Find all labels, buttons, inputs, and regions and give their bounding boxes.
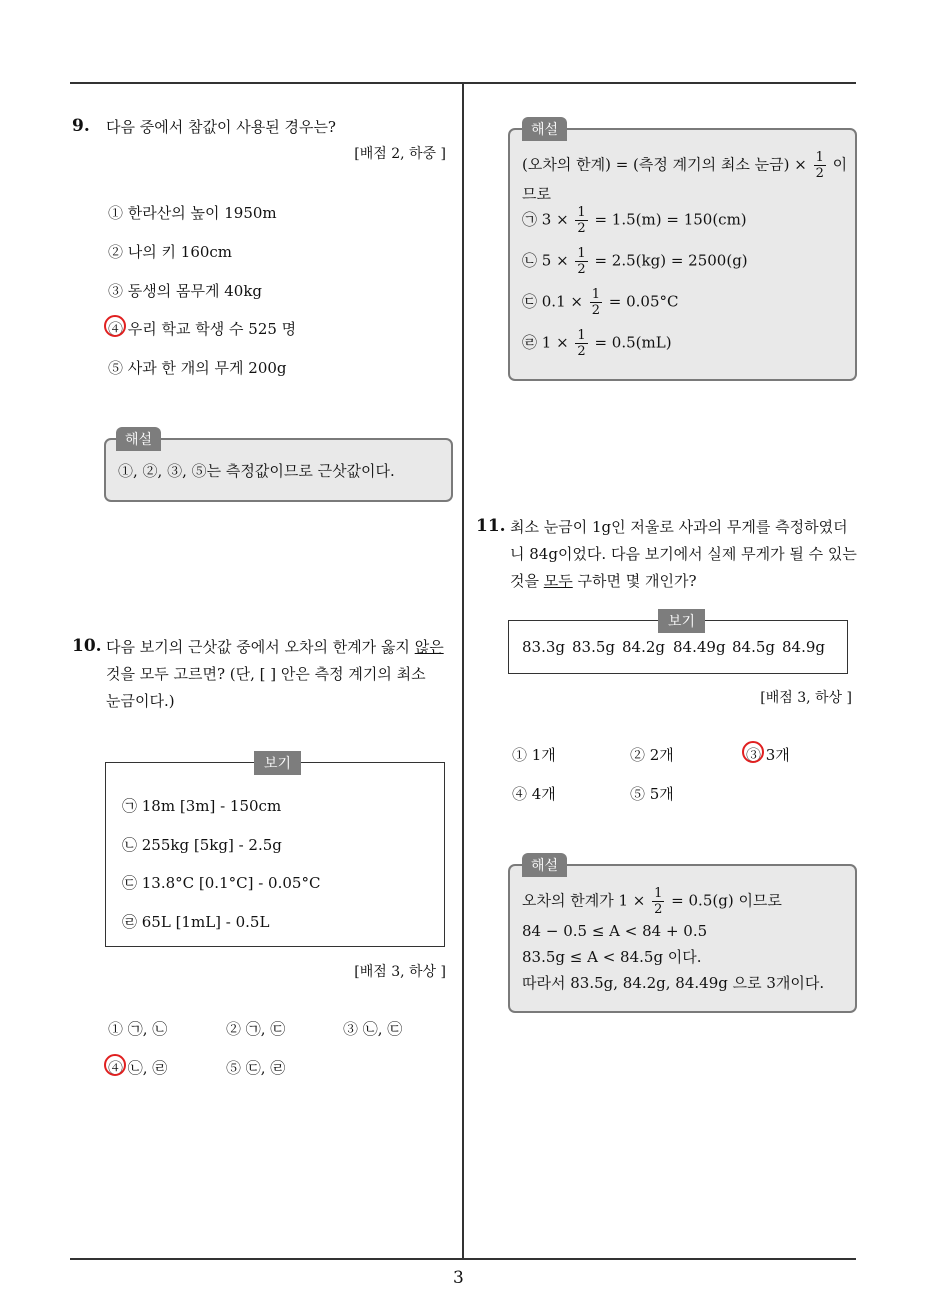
q10-line1-underlined: 않은: [414, 638, 444, 656]
q10-example-item-3: ㉢ 13.8°C [0.1°C] - 0.05°C: [122, 874, 321, 892]
q11-option-1[interactable]: ① 1개: [512, 746, 556, 764]
fraction-denominator: 2: [591, 303, 601, 318]
fraction-numerator: 1: [815, 150, 824, 165]
q11-question-line1: 최소 눈금이 1g인 저울로 사과의 무게를 측정하였더: [510, 518, 848, 536]
q10-option-1[interactable]: ① ㉠, ㉡: [108, 1020, 168, 1038]
q11-solution-tag: 해설: [522, 853, 567, 877]
q11-value-4: 84.49g: [673, 638, 726, 656]
q11-line3-start: 것을: [510, 572, 544, 590]
q11-value-1: 83.3g: [522, 638, 566, 656]
q10-solution-line1-end: 이: [827, 155, 848, 174]
fraction-denominator: 2: [577, 262, 586, 277]
q9-question-text: 다음 중에서 참값이 사용된 경우는?: [106, 118, 336, 136]
q10-answer-circle: [104, 1054, 126, 1076]
q10-example-item-4: ㉣ 65L [1mL] - 0.5L: [122, 913, 270, 931]
q9-solution-text: ①, ②, ③, ⑤는 측정값이므로 근삿값이다.: [118, 462, 395, 480]
q10-solution-item-1: [522, 205, 747, 236]
half-fraction: [590, 287, 602, 318]
q11-option-5[interactable]: ⑤ 5개: [630, 785, 674, 803]
fraction-denominator: 2: [577, 221, 586, 236]
q11-points: [배점 3, 하상 ]: [760, 690, 852, 706]
q9-option-2[interactable]: ② 나의 키 160cm: [108, 243, 233, 261]
q10-question-line1: [106, 634, 444, 661]
q9-answer-circle: [104, 315, 126, 337]
q10-line1-text: 다음 보기의 근삿값 중에서 오차의 한계가 옳지: [106, 638, 415, 656]
q10-option-4[interactable]: ④ ㉡, ㉣: [108, 1059, 168, 1077]
q10-option-5[interactable]: ⑤ ㉢, ㉣: [226, 1059, 286, 1077]
q10-option-3[interactable]: ③ ㉡, ㉢: [343, 1020, 403, 1038]
q10-solution-item-4-pre: ㉣ 1 ×: [522, 333, 574, 352]
q9-option-5[interactable]: ⑤ 사과 한 개의 무게 200g: [108, 359, 287, 377]
q10-option-2[interactable]: ② ㉠, ㉢: [226, 1020, 286, 1038]
q9-number: 9.: [72, 116, 90, 136]
q11-solution-line1: [522, 886, 782, 917]
q10-solution-item-2: [522, 246, 748, 277]
q11-solution-line2: 84 − 0.5 ≤ A < 84 + 0.5: [522, 922, 708, 940]
half-fraction: [652, 886, 664, 917]
half-fraction: [575, 328, 587, 359]
q9-option-3[interactable]: ③ 동생의 몸무게 40kg: [108, 282, 263, 300]
q11-option-3[interactable]: ③ 3개: [746, 746, 790, 764]
fraction-denominator: 2: [654, 902, 663, 917]
q11-line3-end: 구하면 몇 개인가?: [572, 572, 697, 590]
q11-question-line2: 니 84g이었다. 다음 보기에서 실제 무게가 될 수 있는: [510, 545, 857, 563]
q10-solution-item-4-post: = 0.5(mL): [589, 333, 672, 352]
q10-points: [배점 3, 하상 ]: [354, 964, 446, 980]
q10-solution-item-3-post: = 0.05°C: [604, 292, 679, 311]
q9-option-4[interactable]: ④ 우리 학교 학생 수 525 명: [108, 320, 297, 338]
q11-value-6: 84.9g: [782, 638, 826, 656]
q9-solution-tag: 해설: [116, 427, 161, 451]
fraction-numerator: 1: [577, 328, 586, 343]
q11-option-2[interactable]: ② 2개: [630, 746, 674, 764]
fraction-denominator: 2: [815, 166, 824, 181]
q10-example-item-2: ㉡ 255kg [5kg] - 2.5g: [122, 836, 282, 854]
q11-number: 11.: [476, 516, 506, 536]
q10-solution-item-3: [522, 287, 679, 318]
fraction-numerator: 1: [577, 205, 586, 220]
fraction-numerator: 1: [591, 287, 601, 302]
q11-solution-line1-end: = 0.5(g) 이므로: [666, 891, 782, 910]
fraction-denominator: 2: [577, 344, 586, 359]
q10-solution-item-2-post: = 2.5(kg) = 2500(g): [589, 251, 748, 270]
q11-solution-line4: 따라서 83.5g, 84.2g, 84.49g 으로 3개이다.: [522, 974, 825, 992]
fraction-numerator: 1: [577, 246, 586, 261]
bottom-rule: [70, 1258, 856, 1260]
half-fraction: [814, 150, 826, 181]
q10-example-item-1: ㉠ 18m [3m] - 150cm: [122, 797, 282, 815]
q10-solution-item-3-pre: ㉢ 0.1 ×: [522, 292, 588, 311]
q10-solution-item-2-pre: ㉡ 5 ×: [522, 251, 574, 270]
q10-solution-item-4: [522, 328, 672, 359]
q11-value-5: 84.5g: [732, 638, 776, 656]
fraction-numerator: 1: [654, 886, 663, 901]
q10-number: 10.: [72, 636, 102, 656]
q10-solution-tag: 해설: [522, 117, 567, 141]
q10-solution-item-1-post: = 1.5(m) = 150(cm): [589, 210, 747, 229]
half-fraction: [575, 246, 587, 277]
q10-solution-item-1-pre: ㉠ 3 ×: [522, 210, 574, 229]
q10-example-tag: 보기: [254, 751, 301, 775]
q9-option-1[interactable]: ① 한라산의 높이 1950m: [108, 204, 277, 222]
q11-solution-line3: 83.5g ≤ A < 84.5g 이다.: [522, 948, 702, 966]
q10-question-line2: 것을 모두 고르면? (단, [ ] 안은 측정 계기의 최소: [106, 665, 426, 683]
q11-option-4[interactable]: ④ 4개: [512, 785, 556, 803]
q11-solution-line1-start: 오차의 한계가 1 ×: [522, 891, 651, 910]
half-fraction: [575, 205, 587, 236]
q10-solution-line1: [522, 150, 847, 181]
q10-solution-line2: 므로: [522, 185, 551, 203]
q10-solution-line1-text: (오차의 한계) = (측정 계기의 최소 눈금) ×: [522, 155, 812, 174]
q11-answer-circle: [742, 741, 764, 763]
page-number: 3: [453, 1268, 464, 1288]
q11-value-2: 83.5g: [572, 638, 616, 656]
q11-value-3: 84.2g: [622, 638, 666, 656]
q11-line3-underlined: 모두: [543, 572, 573, 590]
q11-question-line3: [510, 568, 697, 595]
q11-example-tag: 보기: [658, 609, 705, 633]
q9-points: [배점 2, 하중 ]: [354, 146, 446, 162]
column-divider: [462, 82, 464, 1258]
q10-question-line3: 눈금이다.): [106, 692, 175, 710]
